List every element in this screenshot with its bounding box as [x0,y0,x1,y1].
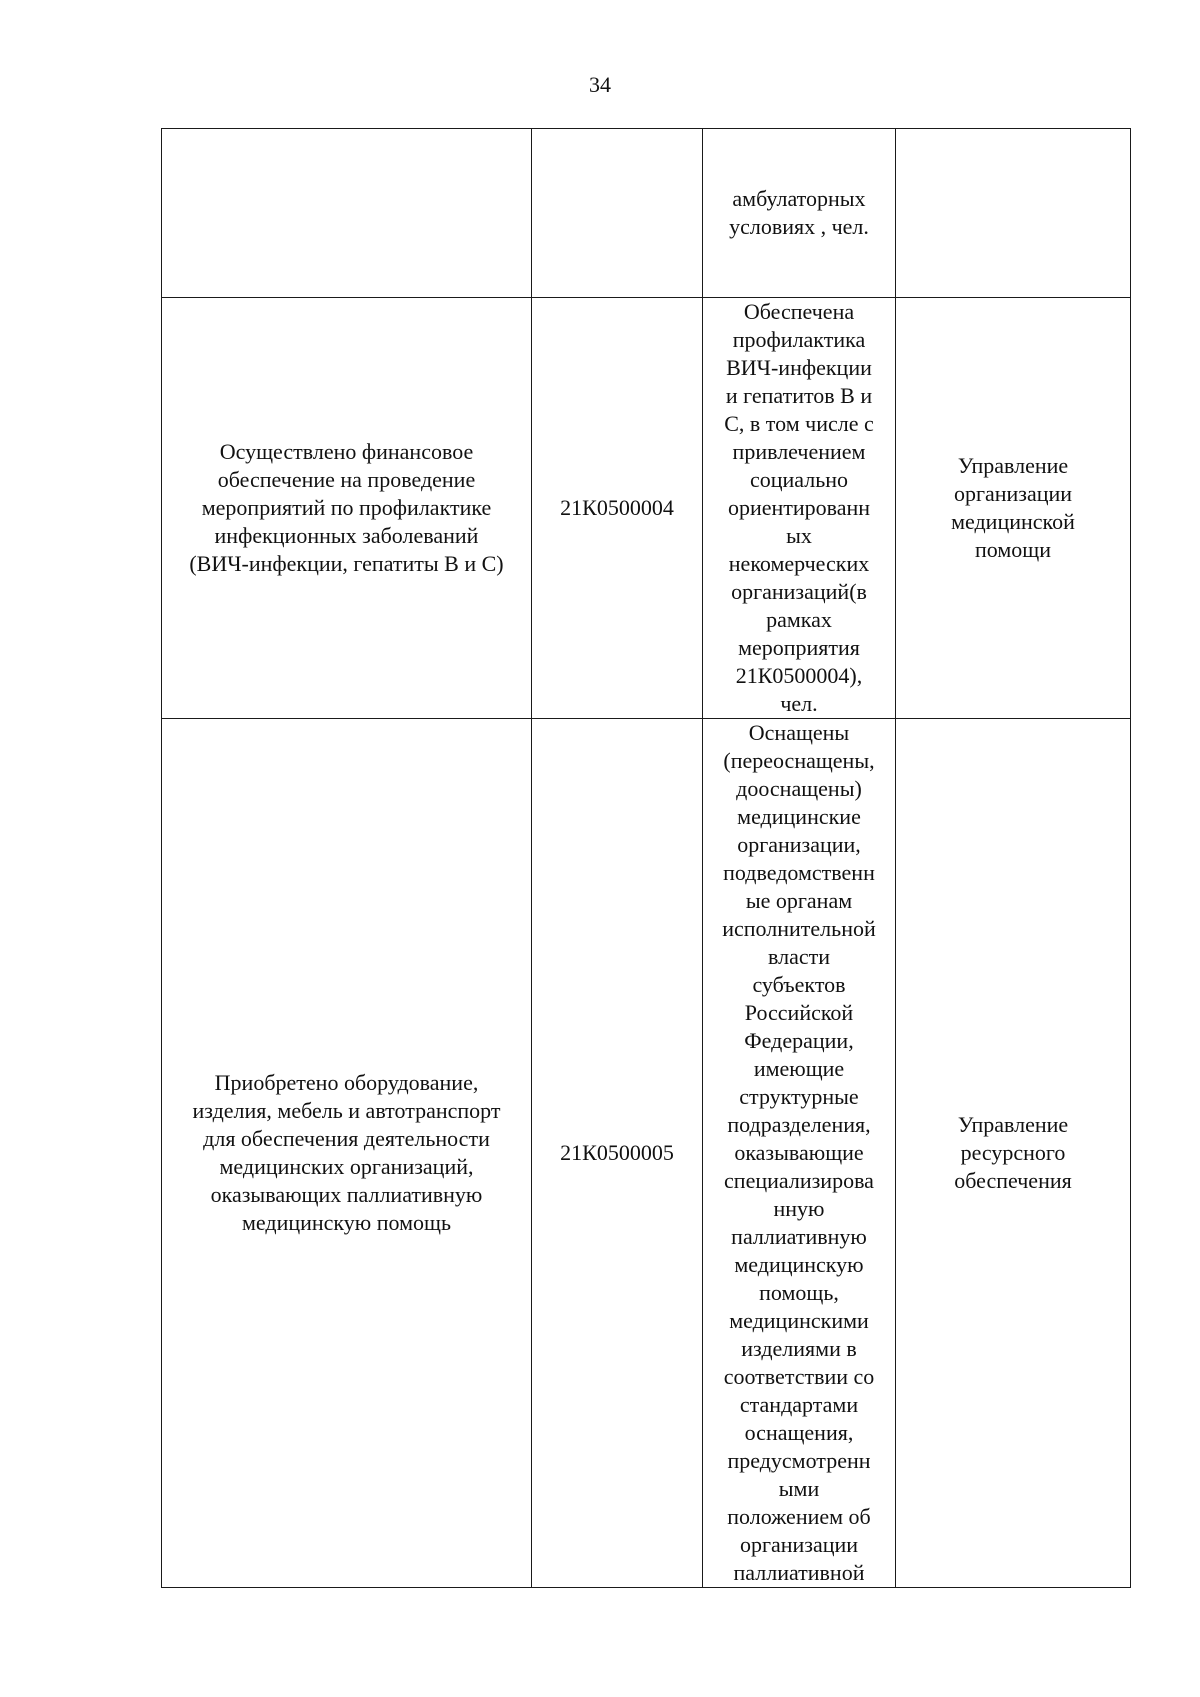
result-indicator-cell: Оснащены (переоснащены, дооснащены) медицинские организации, подведомственн ые органам исполнительной власти субъектов Российской Федерации, имеющие структурные подразделения, оказывающие специализирова нную паллиативную медицинскую помощь, медицинскими изделиями в соответствии со стандартами оснащения, предусмотренн ыми положением об организации паллиативной [703,719,896,1588]
responsible-department-cell: Управление организации медицинской помощи [896,298,1131,719]
measure-code-cell: 21К0500004 [532,298,703,719]
responsible-department-cell: Управление ресурсного обеспечения [896,719,1131,1588]
result-indicator-cell: амбулаторных условиях , чел. [703,129,896,298]
measure-description-cell: Приобретено оборудование, изделия, мебель и автотранспорт для обеспечения деятельности медицинских организаций, оказывающих паллиативную медицинскую помощь [162,719,532,1588]
table-row [162,298,1131,719]
measure-code-cell: 21К0500005 [532,719,703,1588]
responsible-department-cell [896,129,1131,298]
measures-table [161,128,1131,1588]
measure-code-cell [532,129,703,298]
table-row [162,129,1131,298]
page-number: 34 [589,72,611,97]
measure-description-cell [162,129,532,298]
measure-description-cell: Осуществлено финансовое обеспечение на проведение мероприятий по профилактике инфекционных заболеваний (ВИЧ-инфекции, гепатиты B и C) [162,298,532,719]
result-indicator-cell: Обеспечена профилактика ВИЧ-инфекции и гепатитов B и C, в том числе с привлечением социально ориентированн ых некомерческих организаций(в рамках мероприятия 21К0500004), чел. [703,298,896,719]
table-row [162,719,1131,1588]
